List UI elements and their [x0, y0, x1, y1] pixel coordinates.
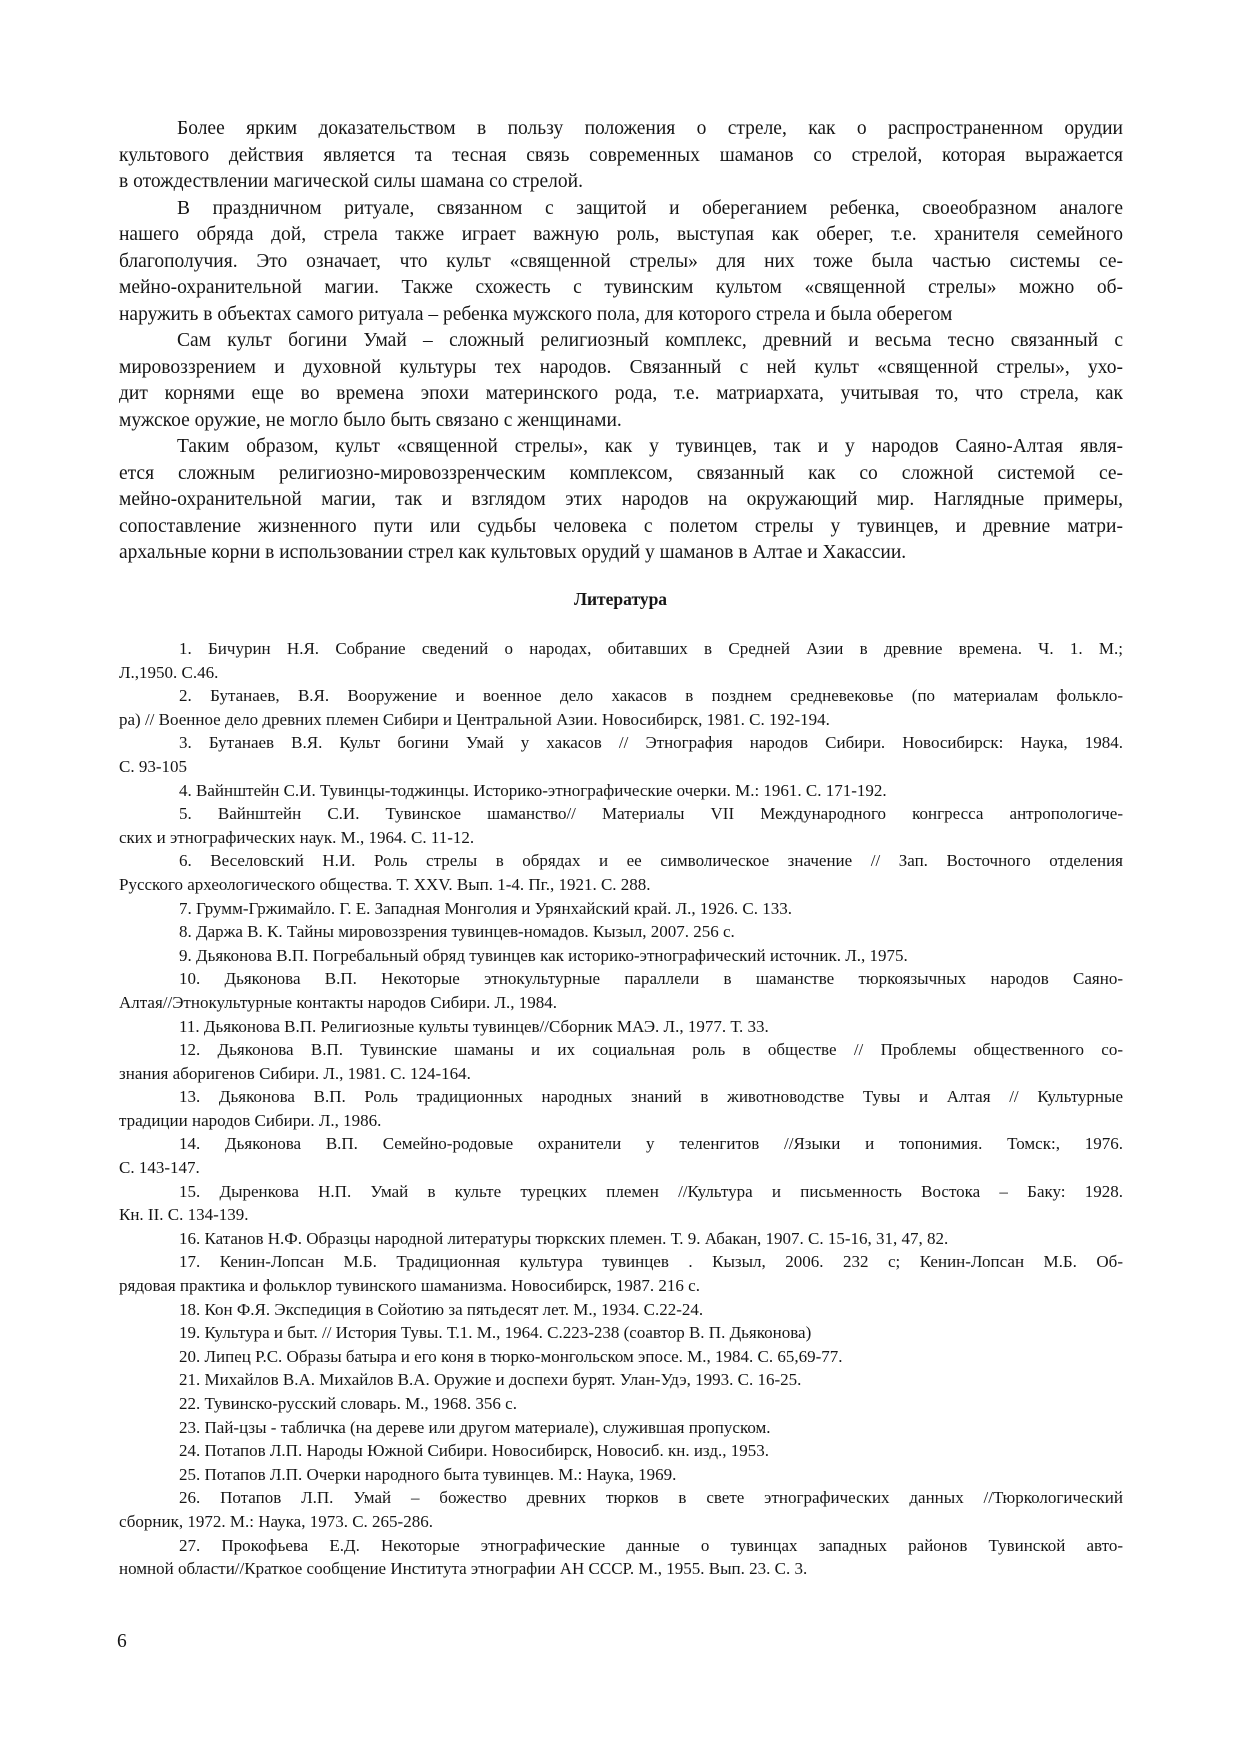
text-line: Л.,1950. С.46. — [119, 662, 219, 682]
text-line: Более ярким доказательством в пользу положения о стреле, как о распространенном орудии — [177, 118, 1123, 139]
reference-item — [119, 731, 1123, 778]
text-line: 2. Бутанаев, В.Я. Вооружение и военное дело хакасов в позднем средневековье (по материалам фолькло- — [179, 686, 1123, 706]
text-line: архальные корни в использовании стрел как культовых орудий у шаманов в Алтае и Хакассии. — [119, 542, 907, 563]
text-line: сборник, 1972. М.: Наука, 1973. С. 265-286. — [119, 1511, 433, 1531]
reference-item — [119, 1132, 1123, 1179]
text-line: мировоззрением и духовной культуры тех народов. Связанный с ней культ «священной стрелы», ухо- — [119, 356, 1123, 378]
text-line: 10. Дьяконова В.П. Некоторые этнокультурные параллели в шаманстве тюркоязычных народов Саяно- — [179, 969, 1123, 989]
reference-item — [119, 1227, 1123, 1251]
reference-item — [119, 849, 1123, 896]
text-line: нашего обряда дой, стрела также играет важную роль, выступая как оберег, т.е. хранителя семейного — [119, 224, 1123, 245]
reference-item — [119, 637, 1123, 684]
text-line: Сам культ богини Умай – сложный религиозный комплекс, древний и весьма тесно связанный с — [177, 330, 1123, 351]
reference-item — [119, 1298, 1123, 1322]
text-line: 20. Липец Р.С. Образы батыра и его коня в тюрко-монгольском эпосе. М., 1984. С. 65,69-77. — [179, 1346, 843, 1366]
reference-item — [119, 1321, 1123, 1345]
text-line: ских и этнографических наук. М., 1964. С. 11-12. — [119, 827, 475, 847]
paragraph — [119, 196, 1123, 329]
reference-item — [119, 1439, 1123, 1463]
text-line: 21. Михайлов В.А. Михайлов В.А. Оружие и доспехи бурят. Улан-Удэ, 1993. С. 16-25. — [179, 1370, 802, 1390]
text-line: культового действия является та тесная связь современных шаманов со стрелой, которая выражается — [119, 144, 1123, 166]
text-line: мейно-охранительной магии. Также схожесть с тувинским культом «священной стрелы» можно об- — [119, 277, 1123, 298]
reference-item — [119, 1038, 1123, 1085]
references-heading: Литература — [573, 589, 668, 609]
text-line: 11. Дьяконова В.П. Религиозные культы тувинцев//Сборник МАЭ. Л., 1977. Т. 33. — [179, 1016, 769, 1036]
text-line: 9. Дьяконова В.П. Погребальный обряд тувинцев как историко-этнографический источник. Л., 1975. — [179, 945, 908, 965]
text-line: В праздничном ритуале, связанном с защитой и оберeганием ребенка, своеобразном аналоге — [177, 197, 1123, 219]
text-line: 13. Дьяконова В.П. Роль традиционных народных знаний в животноводстве Тувы и Алтая // Культурные — [179, 1087, 1123, 1107]
paragraph — [119, 328, 1123, 434]
text-line: 17. Кенин-Лопсан М.Б. Традиционная культура тувинцев . Кызыл, 2006. 232 с; Кенин-Лопсан М.Б. Об- — [179, 1252, 1123, 1272]
text-line: мужское оружие, не могло было быть связано с женщинами. — [119, 409, 622, 431]
reference-item — [119, 897, 1123, 921]
body-text — [119, 116, 1123, 567]
text-line: Русского археологического общества. Т. XXV. Вып. 1-4. Пг., 1921. С. 288. — [119, 874, 651, 894]
text-line: Алтая//Этнокультурные контакты народов Сибири. Л., 1984. — [119, 992, 558, 1012]
reference-item — [119, 802, 1123, 849]
text-line: 14. Дьяконова В.П. Семейно-родовые охранители у теленгитов //Языки и топонимия. Томск:, 1976. — [179, 1134, 1123, 1154]
reference-item — [119, 1250, 1123, 1297]
reference-item — [119, 1534, 1123, 1581]
text-line: наружить в объектах самого ритуала – ребенка мужского пола, для которого стрела и была оберегом — [119, 303, 953, 325]
text-line: Таким образом, культ «священной стрелы», как у тувинцев, так и у народов Саяно-Алтая явля- — [177, 436, 1123, 457]
text-line: 5. Вайнштейн С.И. Тувинское шаманство// Материалы VII Международного конгресса антропологиче- — [179, 804, 1123, 824]
text-line: 16. Катанов Н.Ф. Образцы народной литературы тюркских племен. Т. 9. Абакан, 1907. С. 15-16, 31, 47, 82. — [179, 1228, 949, 1248]
text-line: 26. Потапов Л.П. Умай – божество древних тюрков в свете этнографических данных //Тюркологический — [179, 1488, 1123, 1508]
reference-item — [119, 1345, 1123, 1369]
text-line: номной области//Краткое сообщение Института этнографии АН СССР. М., 1955. Вып. 23. С. 3. — [119, 1559, 808, 1579]
reference-item — [119, 1368, 1123, 1392]
page-number: 6 — [117, 1631, 127, 1652]
reference-item — [119, 684, 1123, 731]
text-line: С. 93-105 — [119, 756, 187, 776]
text-line: в отождествлении магической силы шамана со стрелой. — [119, 171, 583, 192]
text-line: 12. Дьяконова В.П. Тувинские шаманы и их социальная роль в обществе // Проблемы общественного со- — [179, 1040, 1123, 1060]
reference-item — [119, 1392, 1123, 1416]
text-line: традиции народов Сибири. Л., 1986. — [119, 1110, 382, 1130]
text-line: 18. Кон Ф.Я. Экспедиция в Сойотию за пятьдесят лет. М., 1934. С.22-24. — [179, 1299, 704, 1319]
text-line: благополучия. Это означает, что культ «священной стрелы» для них тоже была частью системы се- — [119, 250, 1123, 272]
text-line: мейно-охранительной магии, так и взглядом этих народов на окружающий мир. Наглядные примеры, — [119, 489, 1123, 510]
reference-item — [119, 944, 1123, 968]
reference-item — [119, 967, 1123, 1014]
reference-item — [119, 1015, 1123, 1039]
text-line: 4. Вайнштейн С.И. Тувинцы-тоджинцы. Историко-этнографические очерки. М.: 1961. С. 171-192. — [179, 780, 887, 800]
text-line: 24. Потапов Л.П. Народы Южной Сибири. Новосибирск, Новосиб. кн. изд., 1953. — [179, 1441, 769, 1461]
text-line: 6. Веселовский Н.И. Роль стрелы в обрядах и ее символическое значение // Зап. Восточного отделения — [179, 851, 1123, 871]
text-line: дит корнями еще во времена эпохи материнского рода, т.е. матриархата, учитывая то, что стрела, как — [119, 383, 1123, 404]
text-line: рядовая практика и фольклор тувинского шаманизма. Новосибирск, 1987. 216 с. — [119, 1276, 700, 1296]
paragraph — [119, 116, 1123, 196]
text-line: сопоставление жизненного пути или судьбы человека с полетом стрелы у тувинцев, и древние матри- — [119, 515, 1123, 537]
paragraph — [119, 434, 1123, 567]
references-list — [119, 637, 1123, 1581]
text-line: ется сложным религиозно-мировоззренческим комплексом, связанный как со сложной системой се- — [119, 462, 1123, 484]
text-line: 19. Культура и быт. // История Тувы. Т.1. М., 1964. С.223-238 (соавтор В. П. Дьяконова) — [179, 1323, 812, 1343]
reference-item — [119, 1416, 1123, 1440]
text-line: Кн. II. С. 134-139. — [119, 1205, 249, 1225]
reference-item — [119, 1180, 1123, 1227]
text-line: 27. Прокофьева Е.Д. Некоторые этнографические данные о тувинцах западных районов Тувинской авто- — [179, 1535, 1123, 1555]
text-line: 8. Даржа В. К. Тайны мировоззрения тувинцев-номадов. Кызыл, 2007. 256 с. — [179, 922, 735, 942]
text-line: 1. Бичурин Н.Я. Собрание сведений о народах, обитавших в Средней Азии в древние времена. Ч. 1. М.; — [179, 639, 1123, 658]
reference-item — [119, 920, 1123, 944]
reference-item — [119, 1463, 1123, 1487]
text-line: С. 143-147. — [119, 1158, 200, 1178]
reference-item — [119, 1486, 1123, 1533]
reference-item — [119, 779, 1123, 803]
text-line: 3. Бутанаев В.Я. Культ богини Умай у хакасов // Этнография народов Сибири. Новосибирск: Наука, 1984. — [179, 733, 1123, 753]
text-line: ра) // Военное дело древних племен Сибири и Центральной Азии. Новосибирск, 1981. С. 192-194. — [119, 709, 830, 729]
text-line: 7. Грумм-Гржимайло. Г. Е. Западная Монголия и Урянхайский край. Л., 1926. С. 133. — [179, 898, 793, 918]
text-line: 23. Пай-цзы - табличка (на дереве или другом материале), служившая пропуском. — [179, 1417, 771, 1437]
text-line: знания аборигенов Сибири. Л., 1981. С. 124-164. — [119, 1063, 471, 1083]
text-line: 25. Потапов Л.П. Очерки народного быта тувинцев. М.: Наука, 1969. — [179, 1464, 677, 1484]
text-line: 22. Тувинско-русский словарь. М., 1968. 356 с. — [179, 1394, 517, 1413]
text-line: 15. Дыренкова Н.П. Умай в культе турецких племен //Культура и письменность Востока – Баку: 1928. — [179, 1181, 1123, 1201]
reference-item — [119, 1085, 1123, 1132]
